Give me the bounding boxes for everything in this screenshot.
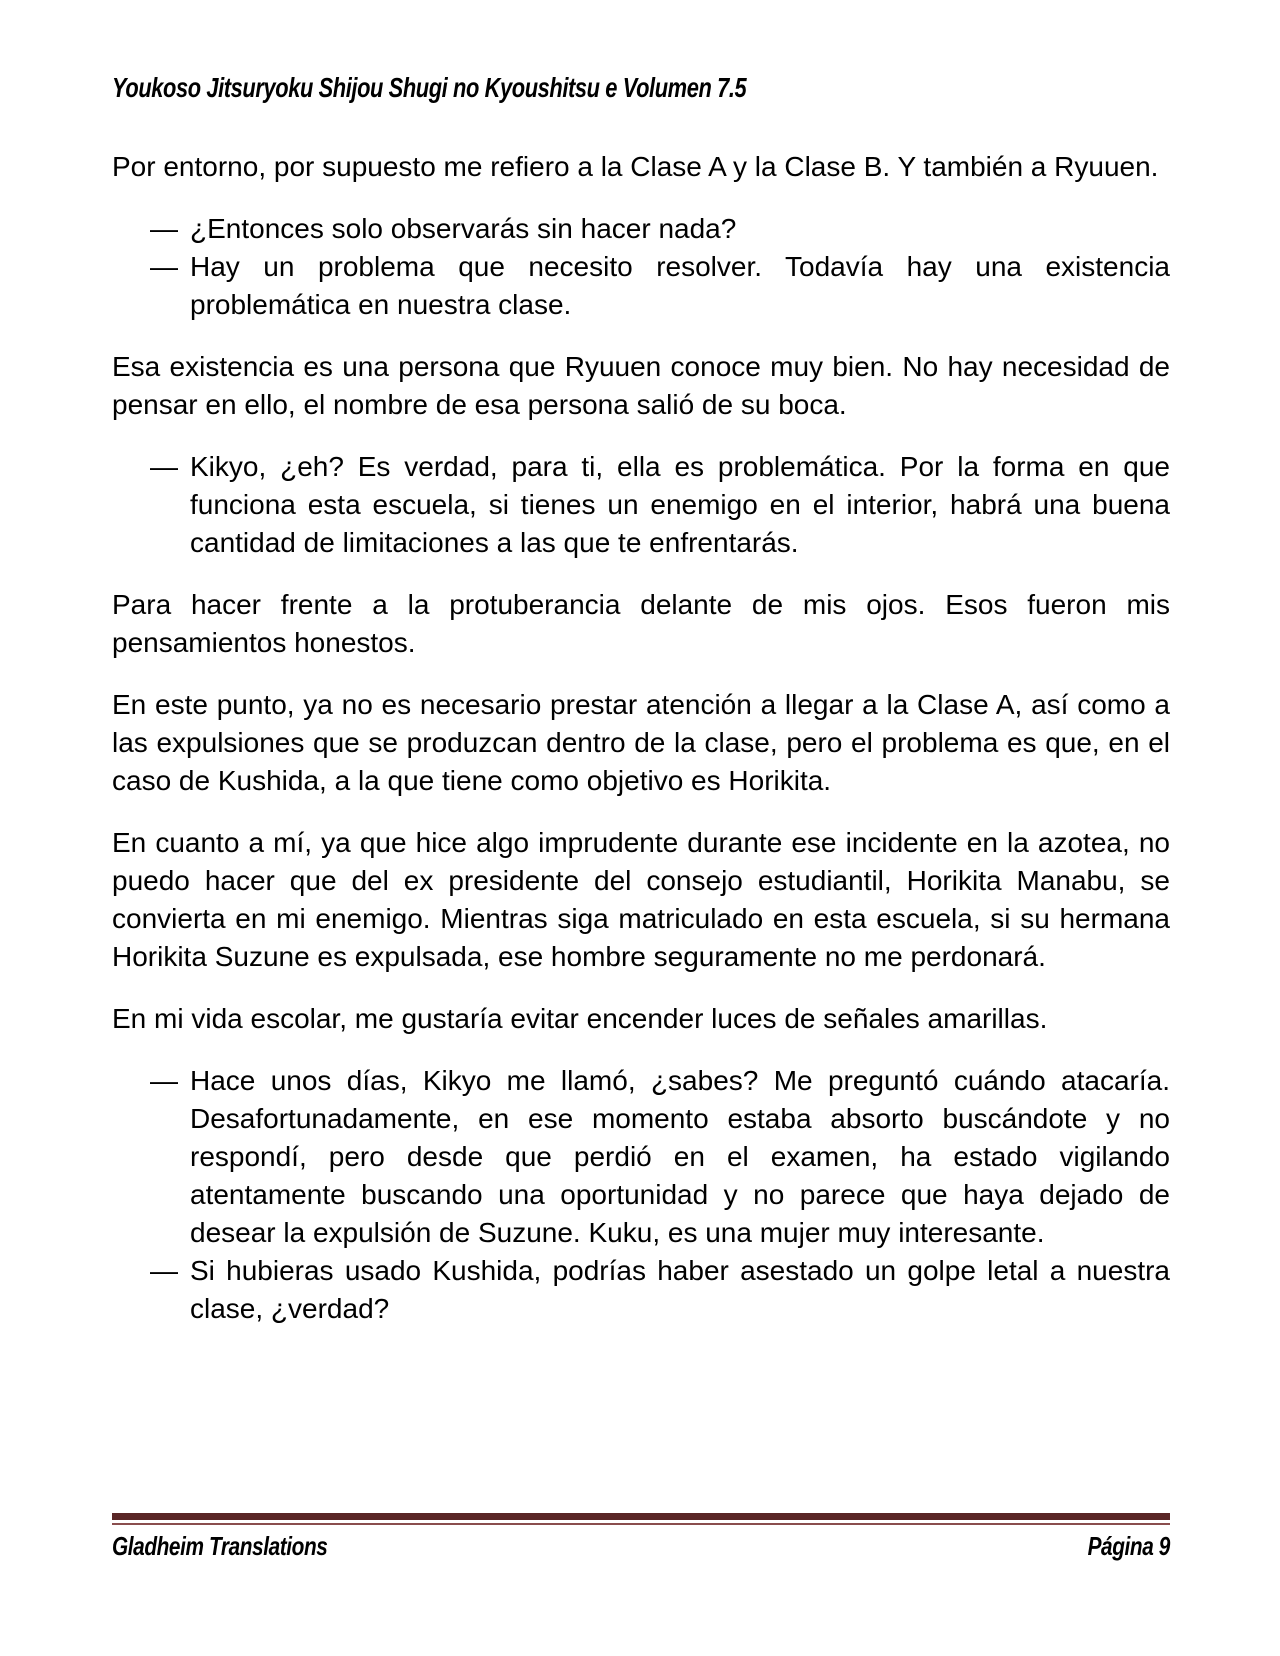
dialogue-group bbox=[112, 448, 1170, 562]
footer-page-number: Página 9 bbox=[1087, 1531, 1170, 1561]
dialogue-line bbox=[150, 210, 1170, 248]
dialogue-line bbox=[150, 448, 1170, 562]
page-footer bbox=[112, 1513, 1170, 1561]
dialogue-text: Si hubieras usado Kushida, podrías haber asestado un golpe letal a nuestra clase, ¿verdad? bbox=[190, 1255, 1170, 1324]
dialogue-group bbox=[112, 1062, 1170, 1328]
dialogue-group bbox=[112, 210, 1170, 324]
dialogue-line bbox=[150, 1252, 1170, 1328]
paragraph: En cuanto a mí, ya que hice algo imprudente durante ese incidente en la azotea, no puedo hacer que del ex presidente del consejo estudiantil, Horikita Manabu, se convierta en mi enemigo. Mientras siga matriculado en esta escuela, si su hermana Horikita Suzune es expulsada, ese hombre seguramente no me perdonará. bbox=[112, 827, 1170, 972]
page-header-title: Youkoso Jitsuryoku Shijou Shugi no Kyoushitsu e Volumen 7.5 bbox=[112, 72, 747, 103]
dialogue-line bbox=[150, 248, 1170, 324]
dialogue-dash: — bbox=[150, 213, 178, 244]
dialogue-dash: — bbox=[150, 1255, 178, 1286]
page-header bbox=[112, 72, 1170, 104]
dialogue-dash: — bbox=[150, 251, 178, 282]
footer-translator-credit: Gladheim Translations bbox=[112, 1531, 328, 1561]
dialogue-text: Hay un problema que necesito resolver. Todavía hay una existencia problemática en nuestra clase. bbox=[190, 251, 1170, 320]
dialogue-line bbox=[150, 1062, 1170, 1252]
dialogue-text: Hace unos días, Kikyo me llamó, ¿sabes? Me preguntó cuándo atacaría. Desafortunadamente, en ese momento estaba absorto buscándote y no respondí, pero desde que perdió en el examen, ha estado vigilando atentamente buscando una oportunidad y no parece que haya dejado de desear la expulsión de Suzune. Kuku, es una mujer muy interesante. bbox=[190, 1065, 1170, 1248]
paragraph: Esa existencia es una persona que Ryuuen conoce muy bien. No hay necesidad de pensar en ello, el nombre de esa persona salió de su boca. bbox=[112, 351, 1170, 420]
dialogue-dash: — bbox=[150, 451, 178, 482]
dialogue-dash: — bbox=[150, 1065, 178, 1096]
paragraph: En este punto, ya no es necesario prestar atención a llegar a la Clase A, así como a las expulsiones que se produzcan dentro de la clase, pero el problema es que, en el caso de Kushida, a la que tiene como objetivo es Horikita. bbox=[112, 689, 1170, 796]
page-body bbox=[112, 148, 1170, 1328]
footer-rule-thick bbox=[112, 1513, 1170, 1520]
paragraph: En mi vida escolar, me gustaría evitar encender luces de señales amarillas. bbox=[112, 1003, 1048, 1034]
paragraph: Por entorno, por supuesto me refiero a la Clase A y la Clase B. Y también a Ryuuen. bbox=[112, 151, 1159, 182]
paragraph: Para hacer frente a la protuberancia delante de mis ojos. Esos fueron mis pensamientos honestos. bbox=[112, 589, 1170, 658]
dialogue-text: Kikyo, ¿eh? Es verdad, para ti, ella es problemática. Por la forma en que funciona esta escuela, si tienes un enemigo en el interior, habrá una buena cantidad de limitaciones a las que te enfrentarás. bbox=[190, 451, 1170, 558]
footer-rule-thin bbox=[112, 1523, 1170, 1525]
footer-row bbox=[112, 1531, 1170, 1561]
dialogue-text: ¿Entonces solo observarás sin hacer nada? bbox=[190, 213, 737, 244]
